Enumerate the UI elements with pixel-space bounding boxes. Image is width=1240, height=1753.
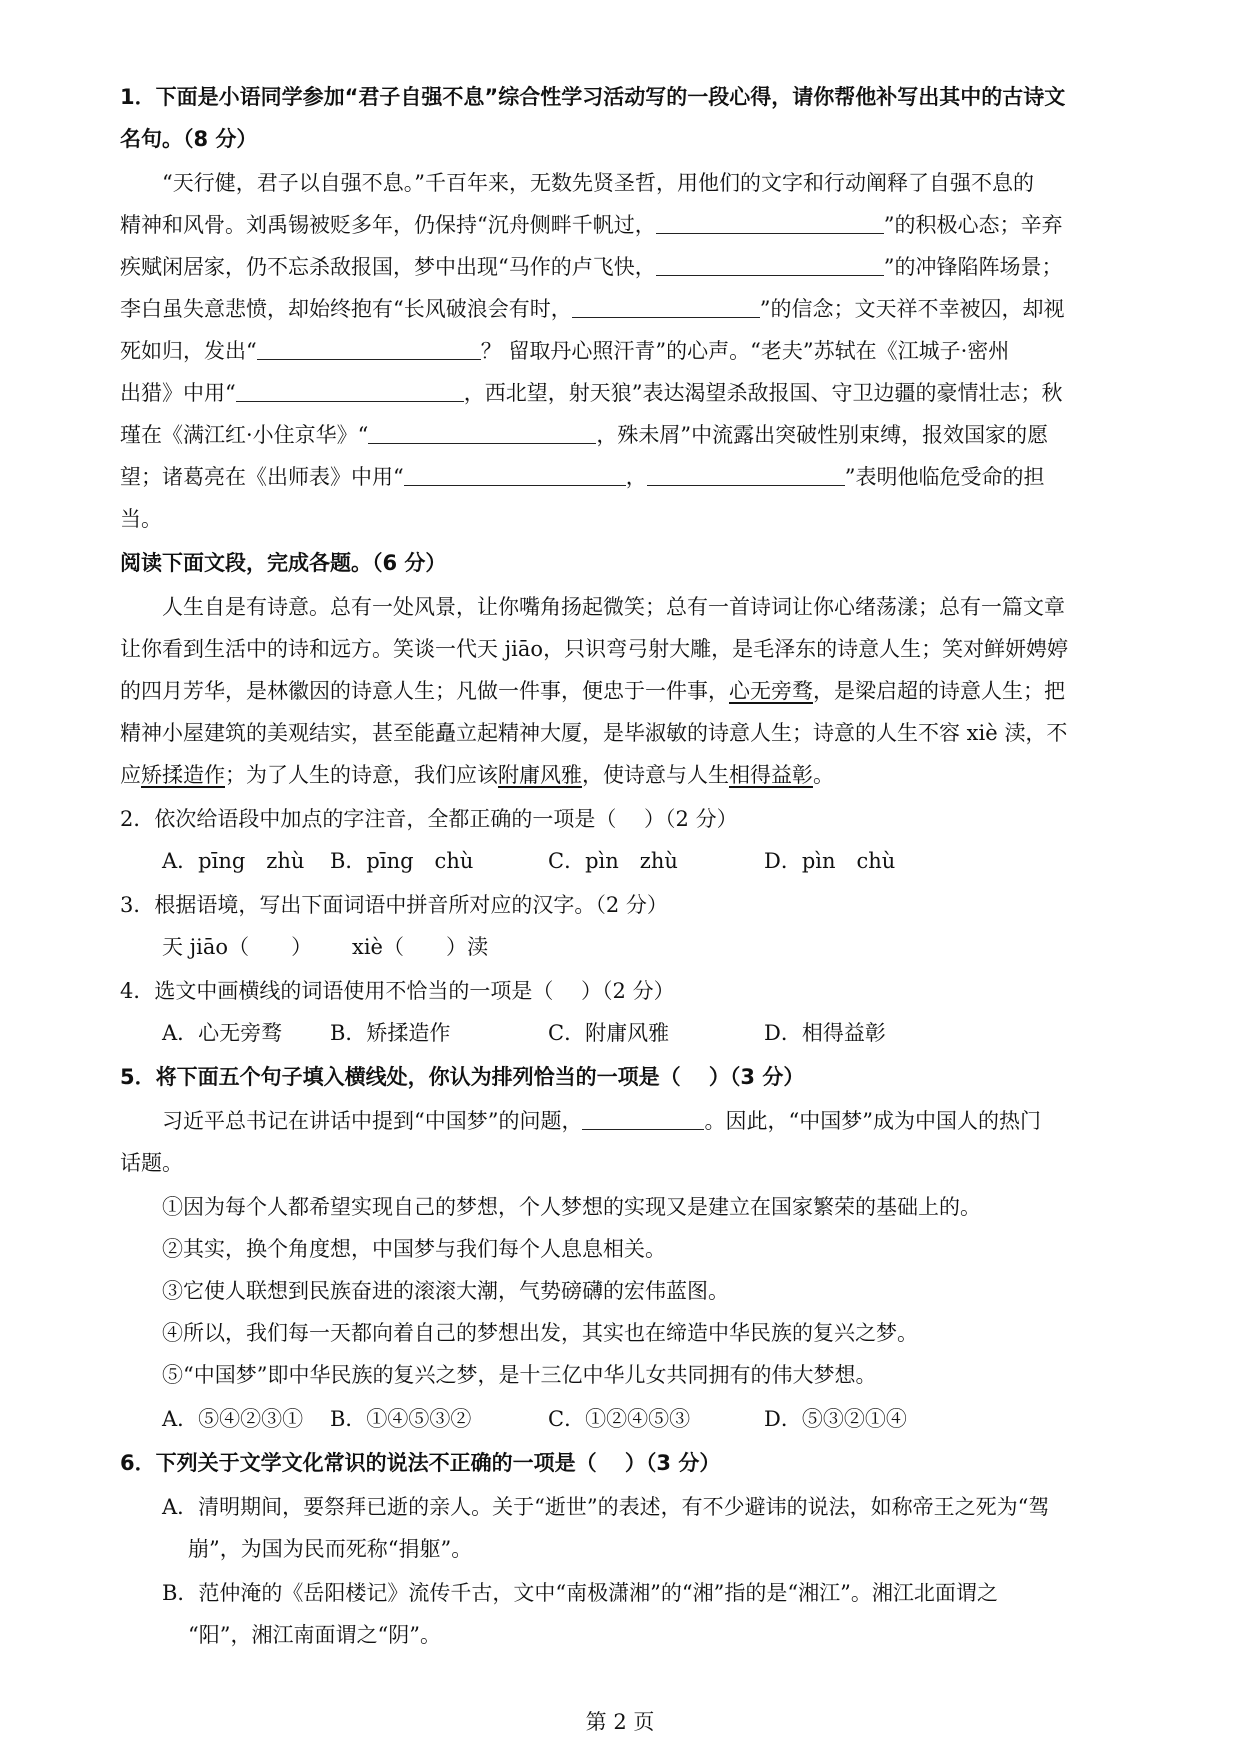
q5-sentence-2: ②其实，换个角度想，中国梦与我们每个人息息相关。 bbox=[162, 1237, 666, 1261]
underlined-phrase: 相得益彰 bbox=[729, 763, 813, 787]
answer-blank[interactable] bbox=[582, 1107, 704, 1130]
reading-line4: 精神小屋建筑的美观结实，甚至能矗立起精神大厦，是毕淑敏的诗意人生；诗意的人生不容 xiè 渎，不 bbox=[120, 721, 1068, 745]
answer-blank[interactable] bbox=[656, 211, 884, 234]
q1-text-line3: 疾赋闲居家，仍不忘杀敌报国，梦中出现“马作的卢飞快， ”的冲锋陷阵场景； bbox=[120, 255, 1063, 279]
q5-text-line2: 话题。 bbox=[120, 1151, 183, 1175]
q1-title-line1: 1．下面是小语同学参加“君子自强不息”综合性学习活动写的一段心得，请你帮他补写出其中的古诗文 bbox=[120, 85, 1066, 109]
reading-line2: 让你看到生活中的诗和远方。笑谈一代天 jiāo，只识弯弓射大雕，是毛泽东的诗意人生；笑对鲜妍娉婷 bbox=[120, 637, 1069, 661]
q5-sentence-1: ①因为每个人都希望实现自己的梦想，个人梦想的实现又是建立在国家繁荣的基础上的。 bbox=[162, 1195, 981, 1219]
q3-title: 3．根据语境，写出下面词语中拼音所对应的汉字。（2 分） bbox=[120, 893, 668, 917]
underlined-phrase: 心无旁骛 bbox=[729, 679, 813, 703]
reading-title: 阅读下面文段，完成各题。（6 分） bbox=[120, 551, 447, 575]
q5-sentence-5: ⑤“中国梦”即中华民族的复兴之梦，是十三亿中华儿女共同拥有的伟大梦想。 bbox=[162, 1363, 877, 1387]
q5-sentence-4: ④所以，我们每一天都向着自己的梦想出发，其实也在缔造中华民族的复兴之梦。 bbox=[162, 1321, 918, 1345]
page-number: 第 2 页 bbox=[585, 1710, 655, 1734]
q4-option-b[interactable]: B．矫揉造作 bbox=[330, 1021, 451, 1045]
q2-option-b[interactable]: B．pīng chù bbox=[330, 849, 474, 873]
q1-text-line9: 当。 bbox=[120, 507, 162, 531]
q2-option-a[interactable]: A．pīng zhù bbox=[162, 849, 305, 873]
reading-line1: 人生自是有诗意。总有一处风景，让你嘴角扬起微笑；总有一首诗词让你心绪荡漾；总有一篇文章 bbox=[162, 595, 1065, 619]
answer-blank[interactable] bbox=[647, 463, 845, 486]
q6-title: 6．下列关于文学文化常识的说法不正确的一项是（ ）（3 分） bbox=[120, 1451, 721, 1475]
answer-blank[interactable] bbox=[368, 421, 596, 444]
q3-item-2[interactable]: xiè（ ）渎 bbox=[352, 935, 488, 959]
q1-text-line7: 瑾在《满江红·小住京华》“ ，殊未屑”中流露出突破性别束缚，报效国家的愿 bbox=[120, 423, 1049, 447]
q4-option-d[interactable]: D．相得益彰 bbox=[764, 1021, 886, 1045]
q6-option-b-line2: “阳”，湘江南面谓之“阴”。 bbox=[188, 1623, 441, 1647]
q5-option-d[interactable]: D．⑤③②①④ bbox=[764, 1407, 907, 1431]
q5-option-a[interactable]: A．⑤④②③① bbox=[162, 1407, 304, 1431]
answer-blank[interactable] bbox=[257, 337, 481, 360]
q1-text-line6: 出猎》中用“ ，西北望，射天狼”表达渴望杀敌报国、守卫边疆的豪情壮志；秋 bbox=[120, 381, 1063, 405]
answer-blank[interactable] bbox=[656, 253, 884, 276]
q2-option-c[interactable]: C．pìn zhù bbox=[548, 849, 678, 873]
q6-option-a-line1[interactable]: A．清明期间，要祭拜已逝的亲人。关于“逝世”的表述，有不少避讳的说法，如称帝王之死为“驾 bbox=[162, 1495, 1050, 1519]
q1-title-line2: 名句。（8 分） bbox=[120, 127, 258, 151]
q1-text-line1: “天行健，君子以自强不息。”千百年来，无数先贤圣哲，用他们的文字和行动阐释了自强不息的 bbox=[162, 171, 1034, 195]
q5-title: 5．将下面五个句子填入横线处，你认为排列恰当的一项是（ ）（3 分） bbox=[120, 1065, 805, 1089]
answer-blank[interactable] bbox=[236, 379, 464, 402]
q4-option-a[interactable]: A．心无旁骛 bbox=[162, 1021, 283, 1045]
q2-title: 2．依次给语段中加点的字注音，全都正确的一项是（ ）（2 分） bbox=[120, 807, 738, 831]
q6-option-b-line1[interactable]: B．范仲淹的《岳阳楼记》流传千古，文中“南极潇湘”的“湘”指的是“湘江”。湘江北面谓之 bbox=[162, 1581, 998, 1605]
q1-text-line4: 李白虽失意悲愤，却始终抱有“长风破浪会有时， ”的信念；文天祥不幸被囚，却视 bbox=[120, 297, 1065, 321]
q1-text-line8: 望；诸葛亮在《出师表》中用“ ， ”表明他临危受命的担 bbox=[120, 465, 1045, 489]
q1-text-line5: 死如归，发出“ ？ 留取丹心照汗青”的心声。“老夫”苏轼在《江城子·密州 bbox=[120, 339, 1010, 363]
reading-line3: 的四月芳华，是林徽因的诗意人生；凡做一件事，便忠于一件事，心无旁骛，是梁启超的诗意人生；把 bbox=[120, 679, 1065, 703]
q2-option-d[interactable]: D．pìn chù bbox=[764, 849, 896, 873]
q5-option-c[interactable]: C．①②④⑤③ bbox=[548, 1407, 691, 1431]
q5-text-line1: 习近平总书记在讲话中提到“中国梦”的问题， 。因此，“中国梦”成为中国人的热门 bbox=[162, 1109, 1041, 1133]
q5-sentence-3: ③它使人联想到民族奋进的滚滚大潮，气势磅礴的宏伟蓝图。 bbox=[162, 1279, 729, 1303]
answer-blank[interactable] bbox=[404, 463, 626, 486]
q1-text-line2: 精神和风骨。刘禹锡被贬多年，仍保持“沉舟侧畔千帆过， ”的积极心态；辛弃 bbox=[120, 213, 1063, 237]
q4-option-c[interactable]: C．附庸风雅 bbox=[548, 1021, 670, 1045]
q3-item-1[interactable]: 天 jiāo（ ） bbox=[162, 935, 313, 959]
q5-option-b[interactable]: B．①④⑤③② bbox=[330, 1407, 472, 1431]
underlined-phrase: 附庸风雅 bbox=[498, 763, 582, 787]
reading-line5: 应矫揉造作；为了人生的诗意，我们应该附庸风雅，使诗意与人生相得益彰。 bbox=[120, 763, 834, 787]
q4-title: 4．选文中画横线的词语使用不恰当的一项是（ ）（2 分） bbox=[120, 979, 675, 1003]
answer-blank[interactable] bbox=[572, 295, 760, 318]
q6-option-a-line2: 崩”，为国为民而死称“捐躯”。 bbox=[188, 1537, 473, 1561]
underlined-phrase: 矫揉造作 bbox=[141, 763, 225, 787]
